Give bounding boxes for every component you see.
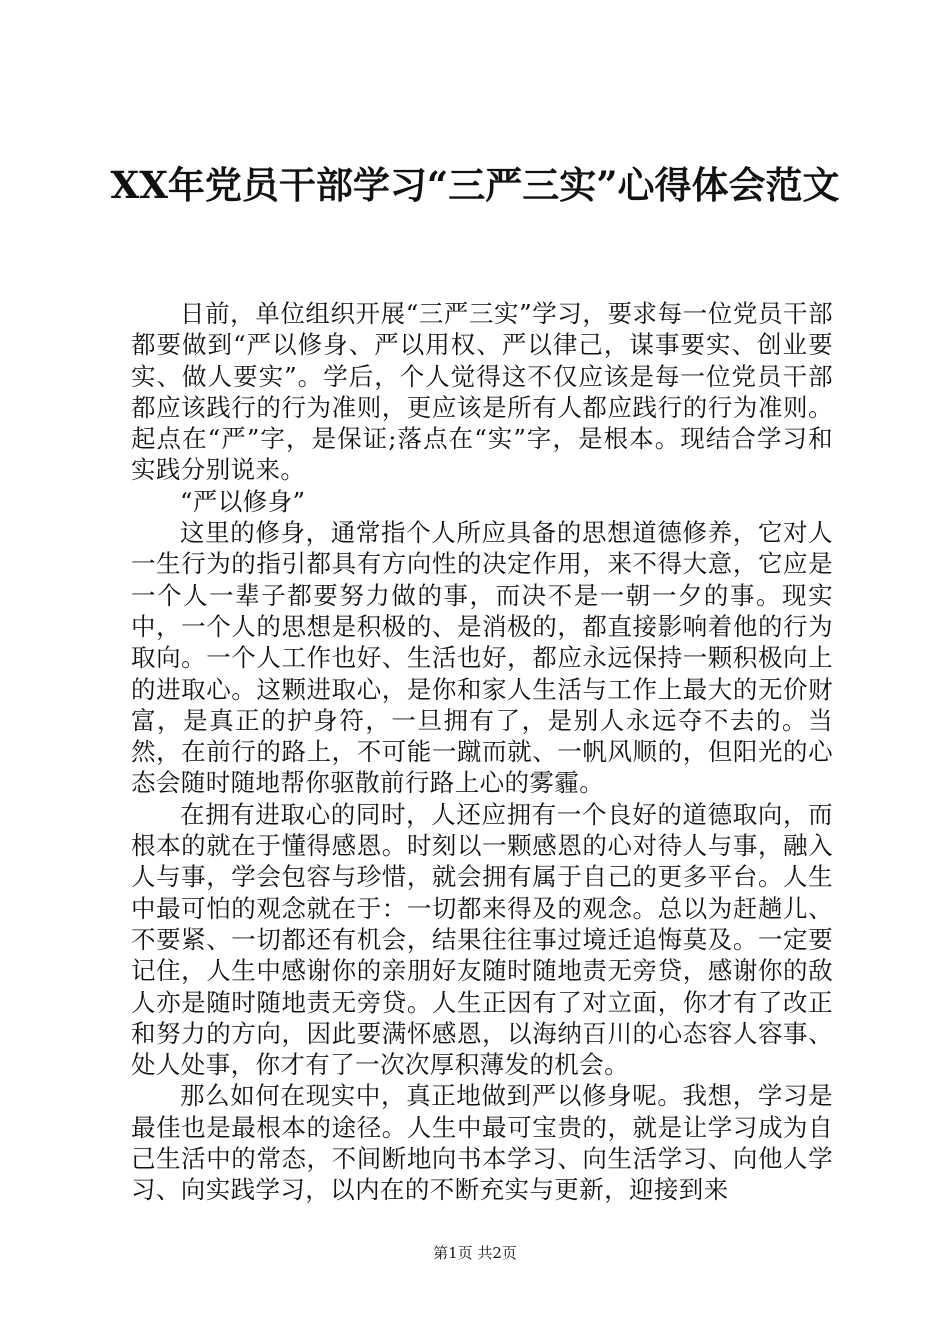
paragraph: 在拥有进取心的同时，人还应拥有一个良好的道德取向，而根本的就在于懂得感恩。时刻以一颗感恩的心对待人与事，融入人与事，学会包容与珍惜，就会拥有属于自己的更多平台。人生中最可怕的观念就在于：一切都来得及的观念。总以为赶趟儿、不要紧、一切都还有机会，结果往往事过境迁追悔莫及。一定要记住，人生中感谢你的亲朋好友随时随地责无旁贷，感谢你的敌人亦是随时随地责无旁贷。人生正因有了对立面，你才有了改正和努力的方向，因此要满怀感恩，以海纳百川的心态容人容事、处人处事，你才有了一次次厚积薄发的机会。 (131, 799, 833, 1080)
paragraph-intro: 日前，单位组织开展“三严三实”学习，要求每一位党员干部都要做到“严以修身、严以用权、严以律己，谋事要实、创业要实、做人要实”。学后，个人觉得这不仅应该是每一位党员干部都应该践行的行为准则，更应该是所有人都应践行的行为准则。起点在“严”字，是保证;落点在“实”字，是根本。现结合学习和实践分别说来。 (131, 299, 833, 485)
document-title: XX年党员干部学习“三严三实”心得体会范文 (110, 163, 840, 207)
paragraph: 那么如何在现实中，真正地做到严以修身呢。我想，学习是最佳也是最根本的途径。人生中最可宝贵的，就是让学习成为自己生活中的常态，不间断地向书本学习、向生活学习、向他人学习、向实践学习，以内在的不断充实与更新，迎接到来 (131, 1081, 833, 1205)
section-heading: “严以修身” (180, 486, 306, 516)
document-body (131, 298, 833, 1206)
paragraph: 这里的修身，通常指个人所应具备的思想道德修养，它对人一生行为的指引都具有方向性的决定作用，来不得大意，它应是一个人一辈子都要努力做的事，而决不是一朝一夕的事。现实中，一个人的思想是积极的、是消极的，都直接影响着他的行为取向。一个人工作也好、生活也好，都应永远保持一颗积极向上的进取心。这颗进取心，是你和家人生活与工作上最大的无价财富，是真正的护身符，一旦拥有了，是别人永远夺不去的。当然，在前行的路上，不可能一蹴而就、一帆风顺的，但阳光的心态会随时随地帮你驱散前行路上心的雾霾。 (131, 518, 833, 798)
page-number-footer: 第1页 共2页 (433, 1244, 517, 1262)
